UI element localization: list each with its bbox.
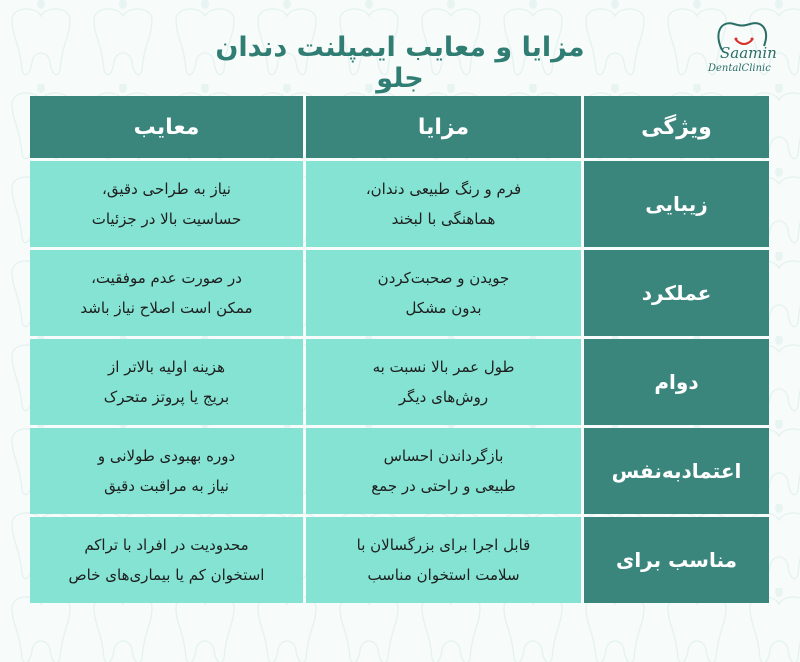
cons-line: استخوان کم یا بیماری‌های خاص [68, 566, 265, 584]
row-cons [30, 428, 303, 514]
comparison-table [33, 96, 769, 603]
row-pros [306, 339, 581, 425]
row-pros [306, 250, 581, 336]
header-pros: مزایا [306, 96, 581, 158]
cons-line: محدودیت در افراد با تراکم [84, 536, 249, 554]
cons-line: ممکن است اصلاح نیاز باشد [80, 299, 253, 317]
row-pros [306, 161, 581, 247]
pros-line: طول عمر بالا نسبت به [372, 358, 515, 376]
row-feature: زیبایی [584, 161, 769, 247]
cons-line: در صورت عدم موفقیت، [91, 269, 242, 287]
row-pros [306, 428, 581, 514]
row-cons [30, 517, 303, 603]
pros-line: جویدن و صحبت‌کردن [377, 269, 510, 287]
row-cons [30, 250, 303, 336]
pros-line: قابل اجرا برای بزرگسالان با [356, 536, 531, 554]
pros-line: هماهنگی با لبخند [391, 210, 496, 228]
pros-line: سلامت استخوان مناسب [367, 566, 520, 584]
pros-line: بازگرداندن احساس [383, 447, 504, 465]
header-cons: معایب [30, 96, 303, 158]
cons-line: حساسیت بالا در جزئیات [91, 210, 242, 228]
row-feature: مناسب برای [584, 517, 769, 603]
page-title: مزایا و معایب ایمپلنت دندان جلو [215, 32, 585, 94]
row-cons [30, 339, 303, 425]
row-feature: اعتمادبه‌نفس [584, 428, 769, 514]
pros-line: طبیعی و راحتی در جمع [371, 477, 516, 495]
cons-line: نیاز به مراقبت دقیق [104, 477, 229, 495]
clinic-logo [700, 16, 790, 86]
cons-line: دوره بهبودی طولانی و [97, 447, 236, 465]
row-pros [306, 517, 581, 603]
logo-subtitle: DentalClinic [708, 63, 771, 74]
pros-line: بدون مشکل [405, 299, 482, 317]
cons-line: نیاز به طراحی دقیق، [102, 180, 231, 198]
header-feature: ویژگی [584, 96, 769, 158]
row-cons [30, 161, 303, 247]
cons-line: بریج یا پروتز متحرک [103, 388, 230, 406]
pros-line: فرم و رنگ طبیعی دندان، [365, 180, 522, 198]
row-feature: دوام [584, 339, 769, 425]
row-feature: عملکرد [584, 250, 769, 336]
logo-name: Saamin [720, 44, 777, 62]
pros-line: روش‌های دیگر [398, 388, 489, 406]
cons-line: هزینه اولیه بالاتر از [108, 358, 225, 376]
